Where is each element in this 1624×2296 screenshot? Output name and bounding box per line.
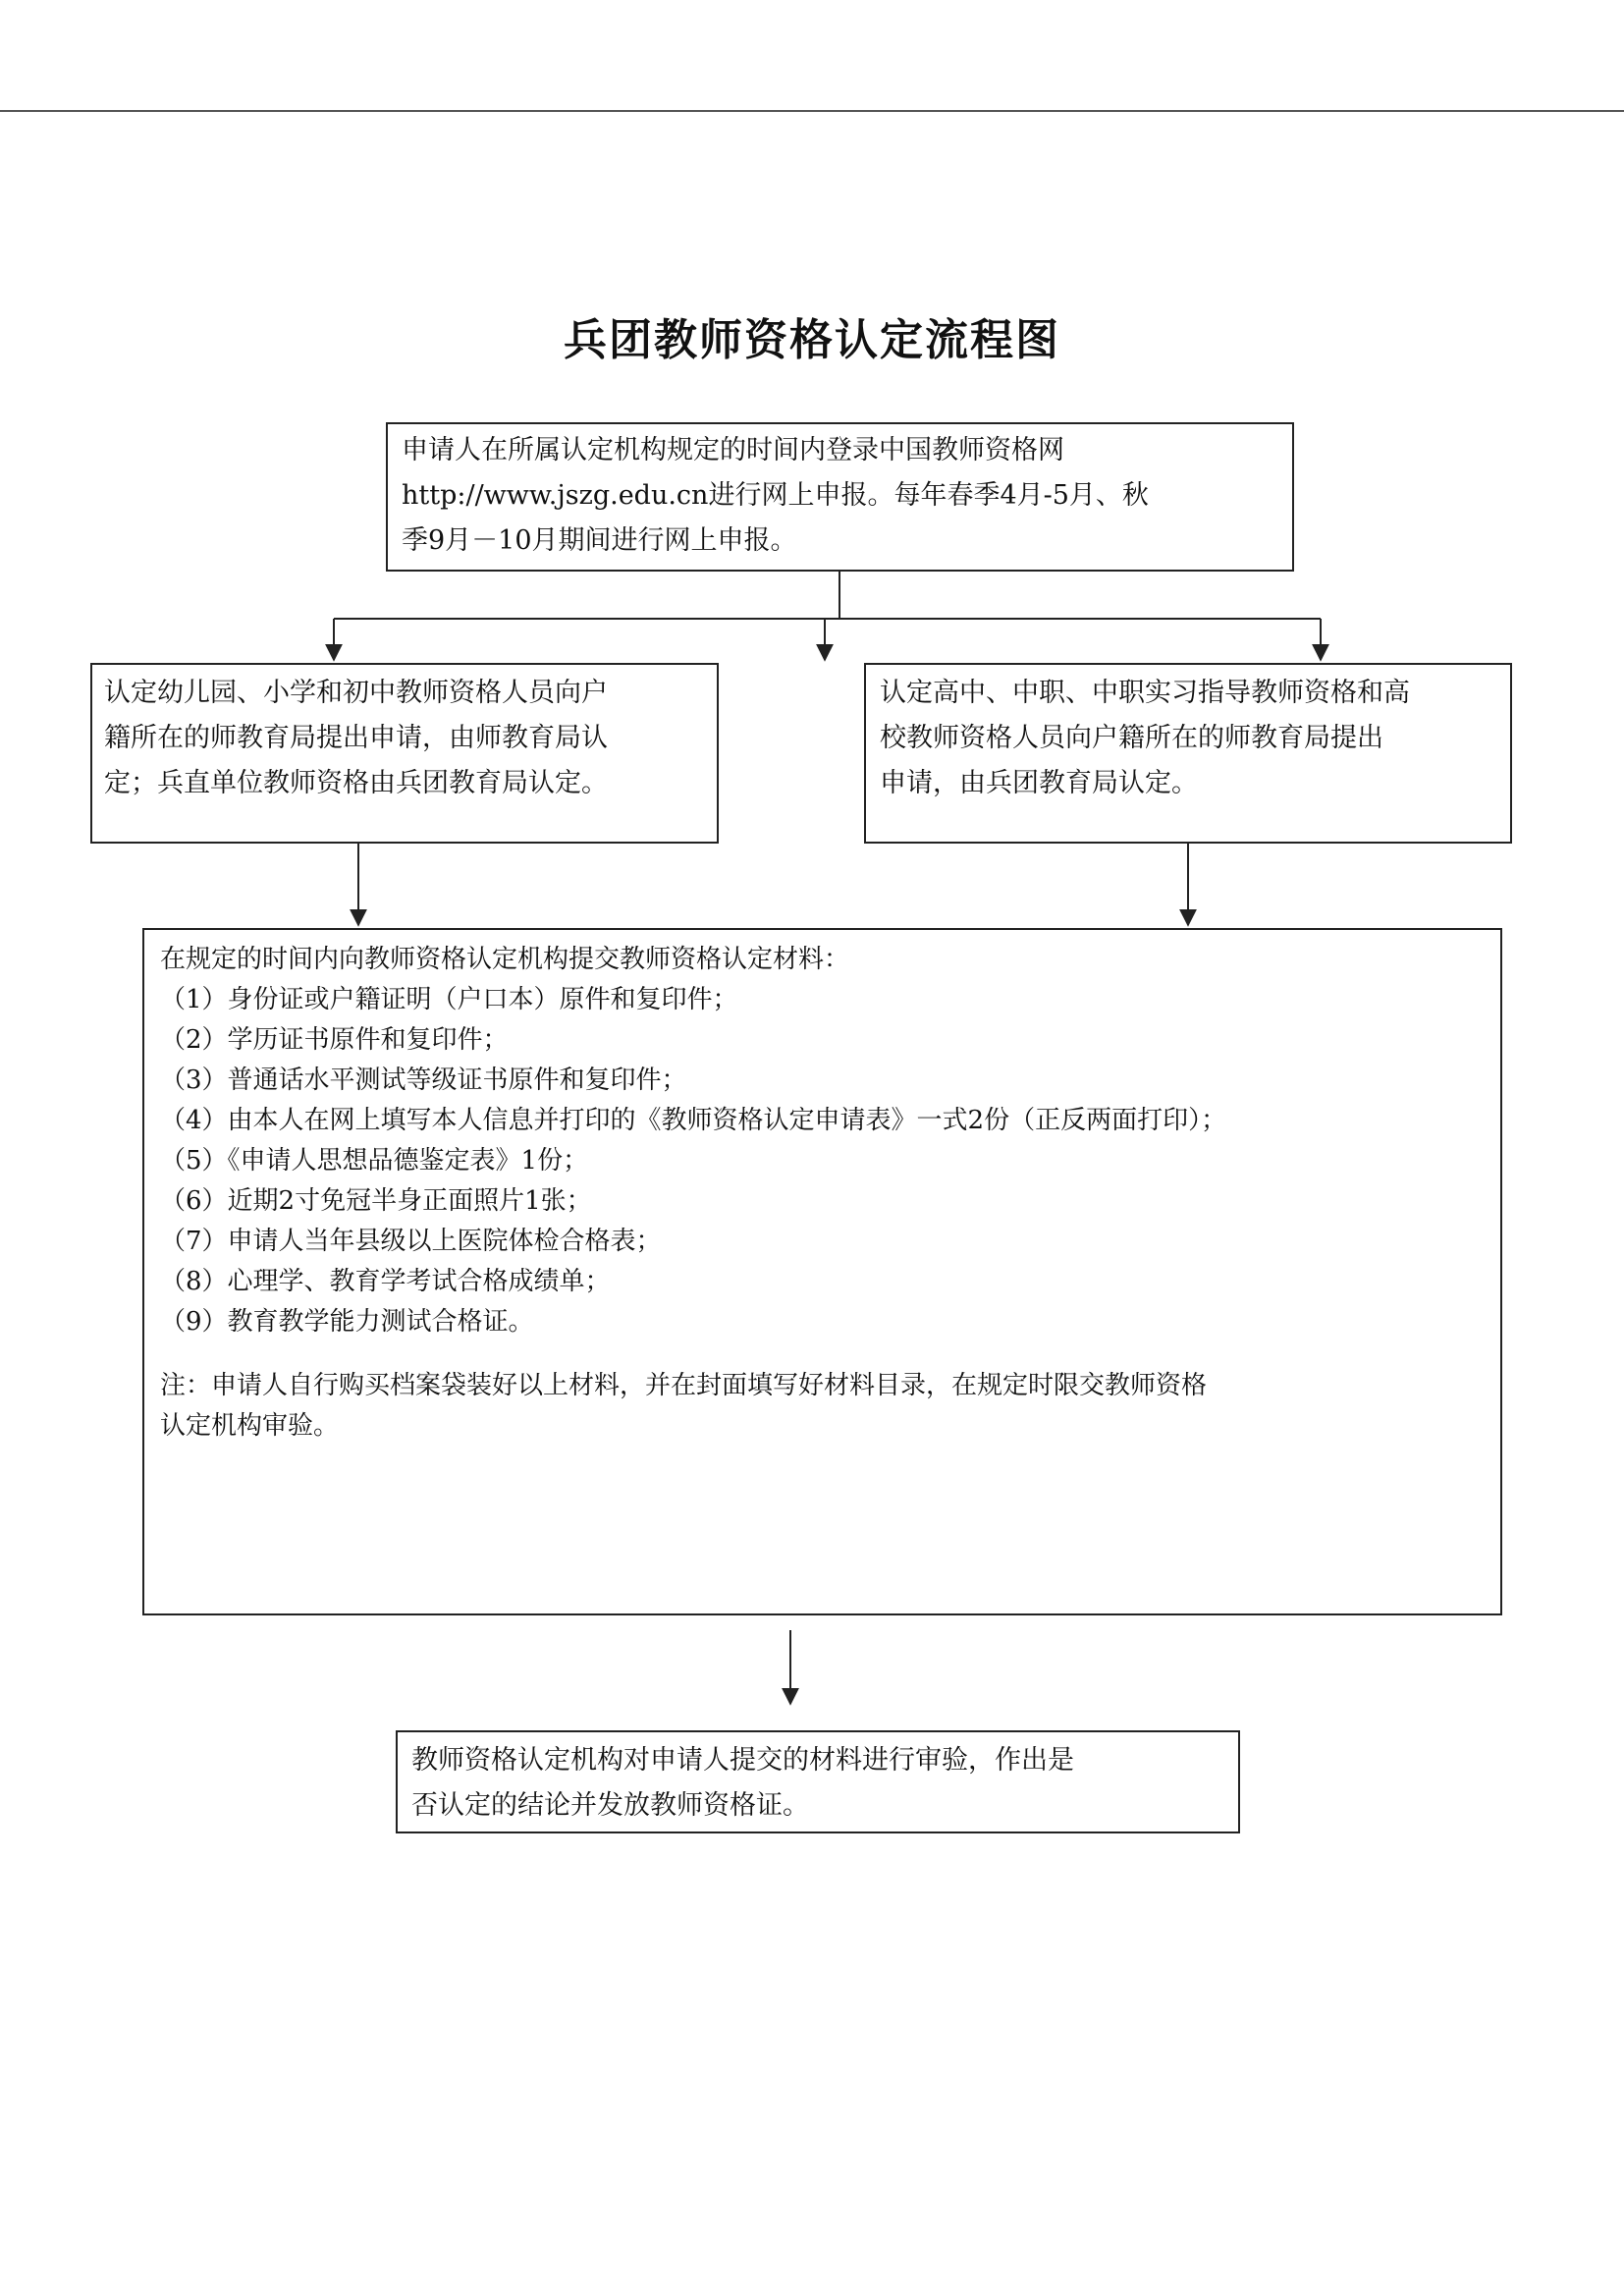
box-line: 认定幼儿园、小学和初中教师资格人员向户 (104, 678, 608, 708)
box-line: 否认定的结论并发放教师资格证。 (411, 1790, 809, 1821)
box-line: 申请，由兵团教育局认定。 (880, 768, 1198, 798)
box-line: 定；兵直单位教师资格由兵团教育局认定。 (104, 768, 608, 798)
materials-note: 认定机构审验。 (160, 1411, 340, 1441)
box-line: 校教师资格人员向户籍所在的师教育局提出 (880, 723, 1383, 753)
box-line: 认定高中、中职、中职实习指导教师资格和高 (880, 678, 1410, 708)
material-item: （9）教育教学能力测试合格证。 (160, 1307, 534, 1337)
material-item: （2）学历证书原件和复印件； (160, 1025, 509, 1055)
box-line: http://www.jszg.edu.cn进行网上申报。每年春季4月-5月、秋 (402, 480, 1149, 511)
material-item: （4）由本人在网上填写本人信息并打印的《教师资格认定申请表》一式2份（正反两面打印）； (160, 1106, 1227, 1135)
box-line: 申请人在所属认定机构规定的时间内登录中国教师资格网 (402, 435, 1064, 465)
box-line: 籍所在的师教育局提出申请，由师教育局认 (104, 723, 608, 753)
material-item: （5）《申请人思想品德鉴定表》1份； (160, 1146, 589, 1175)
materials-note: 注：申请人自行购买档案袋装好以上材料，并在封面填写好材料目录，在规定时限交教师资格 (160, 1371, 1208, 1400)
page-title: 兵团教师资格认定流程图 (564, 315, 1060, 365)
material-item: （7）申请人当年县级以上医院体检合格表； (160, 1227, 662, 1256)
box-line: 季9月－10月期间进行网上申报。 (402, 525, 797, 556)
material-item: （8）心理学、教育学考试合格成绩单； (160, 1267, 611, 1296)
materials-heading: 在规定的时间内向教师资格认定机构提交教师资格认定材料： (160, 945, 850, 974)
material-item: （6）近期2寸免冠半身正面照片1张； (160, 1186, 592, 1216)
box-line: 教师资格认定机构对申请人提交的材料进行审验，作出是 (411, 1745, 1074, 1776)
material-item: （1）身份证或户籍证明（户口本）原件和复印件； (160, 985, 738, 1014)
material-item: （3）普通话水平测试等级证书原件和复印件； (160, 1066, 687, 1095)
